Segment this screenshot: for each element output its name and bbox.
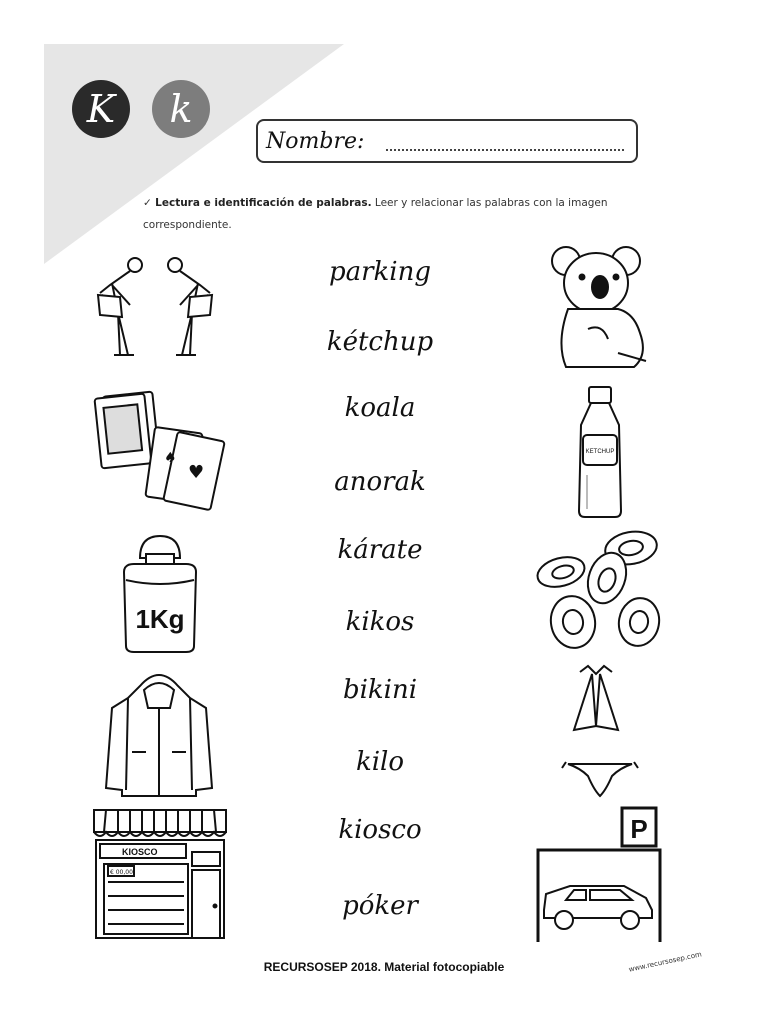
word-parking: parking [328, 257, 432, 287]
instructions-text: Leer y relacionar las palabras con la imagen correspondiente. [143, 197, 608, 231]
svg-text:♥: ♥ [188, 462, 205, 483]
bikini-icon [560, 664, 640, 804]
kiosk-icon [90, 806, 230, 940]
ketchup-label: KETCHUP [585, 449, 615, 455]
word-kiosco: kiosco [338, 815, 422, 845]
word-bikini: bikini [342, 675, 418, 705]
svg-text:♠: ♠ [164, 450, 177, 466]
word-anorak: anorak [334, 467, 426, 497]
word-karate: kárate [337, 535, 423, 565]
kiosk-price: € 00,00 [110, 869, 133, 876]
instructions [143, 192, 643, 236]
name-dotted-line [386, 149, 624, 151]
lowercase-letter: k [169, 87, 193, 131]
ketchup-bottle-icon [575, 385, 625, 520]
footer-url: www.recursosep.com [627, 950, 703, 974]
uppercase-letter-badge [72, 80, 130, 138]
check-icon: ✓ [143, 197, 152, 209]
koala-icon [548, 243, 654, 373]
karate-icon [90, 255, 230, 365]
name-field[interactable] [256, 119, 638, 163]
name-label: Nombre: [266, 129, 365, 154]
weight-label: 1Kg [135, 604, 185, 634]
footer-text: RECURSOSEP 2018. Material fotocopiable [263, 960, 505, 974]
instructions-title: Lectura e identificación de palabras. [155, 197, 372, 209]
kiosk-sign: KIOSCO [122, 847, 158, 857]
weight-icon [110, 528, 210, 658]
word-ketchup: kétchup [326, 327, 434, 357]
word-koala: koala [344, 393, 416, 423]
parking-sign: P [630, 814, 648, 844]
uppercase-letter: K [86, 87, 116, 131]
corn-snacks-icon [535, 528, 665, 653]
word-poker: póker [342, 891, 418, 921]
parking-icon [534, 806, 664, 944]
anorak-icon [104, 668, 214, 800]
playing-cards-icon [90, 388, 230, 518]
word-kikos: kikos [345, 607, 415, 637]
word-kilo: kilo [355, 747, 405, 777]
lowercase-letter-badge [152, 80, 210, 138]
